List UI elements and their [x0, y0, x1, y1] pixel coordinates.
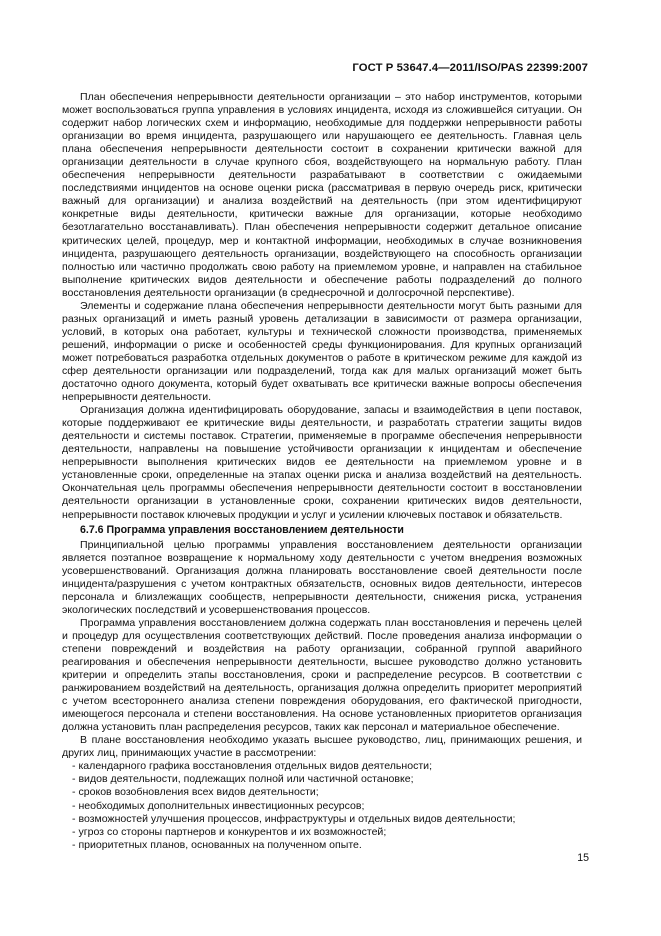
document-header: ГОСТ Р 53647.4—2011/ISO/PAS 22399:2007 [352, 62, 588, 74]
paragraph: В плане восстановления необходимо указать высшее руководство, лиц, принимающих решения, и других лиц, принимающих участие в рассмотрении: [62, 734, 582, 760]
list-item: - возможностей улучшения процессов, инфраструктуры и отдельных видов деятельности; [72, 813, 582, 826]
paragraph: План обеспечения непрерывности деятельности организации – это набор инструментов, которыми может воспользоваться группа управления в условиях инцидента, исходя из сложившейся ситуации. Он содержит набор логических схем и информацию, необходимые для поддержки непрерывности работы организации во время инцидента, разрушающего или нарушающего ее деятельность. Главная цель плана обеспечения непрерывности деятельности состоит в сохранении критически важной для организации деятельности в случае крупного сбоя, воздействующего на нормальную работу. План обеспечения непрерывности деятельности разрабатывают в соответствии с ожидаемыми последствиями инцидентов на основе оценки риска (рассматривая в первую очередь риск, критически важный для организации) и анализа воздействий на деятельность (при этом идентифицируют конкретные виды деятельности, критически важные для организации, которые необходимо безотлагательно восстанавливать). План обеспечения непрерывности содержит детальное описание критических целей, процедур, мер и контактной информации, необходимых в случае возникновения инцидента, разрушающего деятельность организации, воздействующего на способность организации полностью или частично продолжать свою работу на приемлемом уровне, и направлен на стабильное выполнение критических видов деятельности и обеспечение работы подразделений до полного восстановления деятельности организации (в среднесрочной и долгосрочной перспективе). [62, 91, 582, 299]
document-body [62, 91, 582, 852]
list-item: - угроз со стороны партнеров и конкурентов и их возможностей; [72, 826, 582, 839]
list-item: - сроков возобновления всех видов деятельности; [72, 786, 582, 799]
paragraph: Элементы и содержание плана обеспечения непрерывности деятельности могут быть разными для разных организаций и иметь разный уровень детализации в зависимости от размера организации, условий, в которых она работает, культуры и технической сложности производства, применяемых решений, информации о риске и особенностей среды функционирования. Для крупных организаций может потребоваться разработка отдельных документов о работе в критическом режиме для каждой из сфер деятельности организации или подразделений, тогда как для малых организаций может быть достаточно одного документа, который будет охватывать все критически важные вопросы обеспечения непрерывности деятельности. [62, 299, 582, 404]
section-heading: 6.7.6 Программа управления восстановлением деятельности [80, 523, 404, 536]
paragraph: Организация должна идентифицировать оборудование, запасы и взаимодействия в цепи поставок, которые поддерживают ее критические виды деятельности, и разработать стратегии защиты видов деятельности и системы поставок. Стратегии, применяемые в программе обеспечения непрерывности деятельности, направлены на повышение устойчивости организации к инцидентам и обеспечение непрерывности выполнения критических видов ее деятельности на приемлемом уровне и в установленные сроки, определенные на этапах оценки риска и анализа воздействий на деятельность. Окончательная цель программы обеспечения непрерывности деятельности состоит в восстановлении деятельности организации в установленные сроки, сохранении критических видов деятельности, непрерывности поставок ключевых продукции и услуг и усилении ключевых поставок и обязательств. [62, 404, 582, 521]
paragraph: Принципиальной целью программы управления восстановлением деятельности организации является поэтапное возвращение к нормальному ходу деятельности с учетом внедрения возможных усовершенствований. Организация должна планировать восстановление своей деятельности после инцидента/разрушения с учетом контрактных обязательств, основных видов деятельности, интересов персонала и близлежащих сообществ, непрерывности деятельности, снижения риска, устранения экологических последствий и усовершенствования процессов. [62, 538, 582, 616]
list-item: - видов деятельности, подлежащих полной или частичной остановке; [72, 773, 582, 786]
list-item: - необходимых дополнительных инвестиционных ресурсов; [72, 800, 582, 813]
list-item: - приоритетных планов, основанных на полученном опыте. [72, 839, 582, 852]
page-number: 15 [577, 852, 589, 864]
paragraph: Программа управления восстановлением должна содержать план восстановления и перечень целей и процедур для осуществления соответствующих действий. После проведения анализа информации о степени повреждений и воздействия на работу организации, собранной группой аварийного реагирования и обеспечения непрерывности деятельности, высшее руководство должно установить критерии и определить этапы восстановления, сроки и распределение ресурсов. В соответствии с ранжированием воздействий на деятельность, организация должна определить приоритет мероприятий с учетом всестороннего анализа степени повреждения оборудования, его фактической пригодности, имеющегося персонала и степени восстановления. На основе установленных приоритетов организация должна установить план распределения ресурсов, таких как персонал и материальное обеспечение. [62, 616, 582, 734]
consideration-list [62, 760, 582, 851]
list-item: - календарного графика восстановления отдельных видов деятельности; [72, 760, 582, 773]
